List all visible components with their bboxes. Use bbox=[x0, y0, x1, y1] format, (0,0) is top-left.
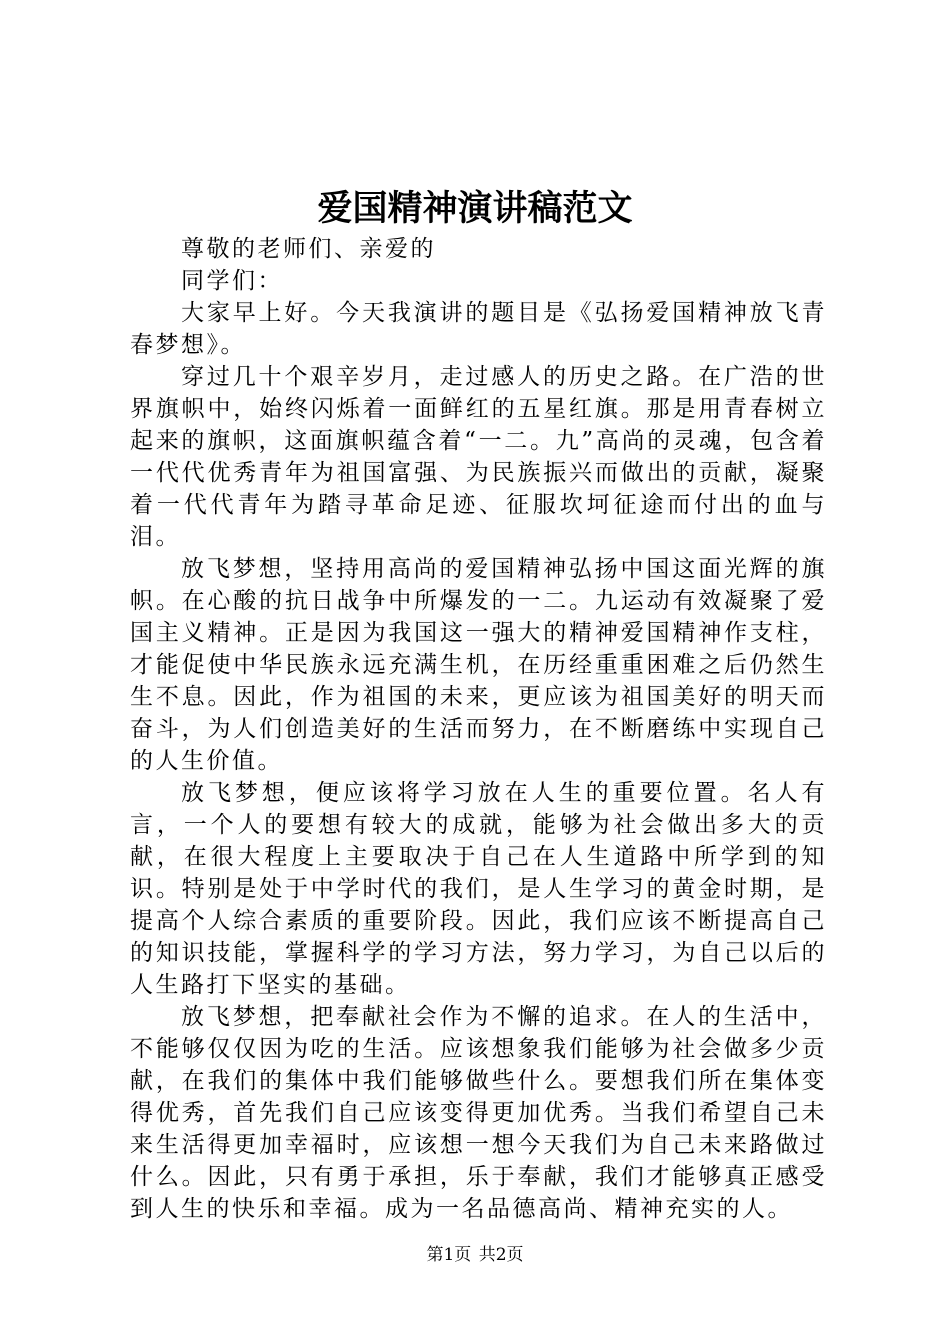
document-body bbox=[130, 233, 827, 1225]
page-total: 共2页 bbox=[478, 1245, 524, 1265]
paragraph: 放飞梦想，把奉献社会作为不懈的追求。在人的生活中，不能够仅仅因为吃的生活。应该想象我们能够为社会做多少贡献，在我们的集体中我们能够做些什么。要想我们所在集体变得优秀，首先我们自己应该变得更加优秀。当我们希望自己未来生活得更加幸福时，应该想一想今天我们为自己未来路做过什么。因此，只有勇于承担，乐于奉献，我们才能够真正感受到人生的快乐和幸福。成为一名品德高尚、精神充实的人。 bbox=[130, 1004, 827, 1222]
paragraph: 放飞梦想，便应该将学习放在人生的重要位置。名人有言，一个人的要想有较大的成就，能够为社会做出多大的贡献，在很大程度上主要取决于自己在人生道路中所学到的知识。特别是处于中学时代的我们，是人生学习的黄金时期，是提高个人综合素质的重要阶段。因此，我们应该不断提高自己的知识技能，掌握科学的学习方法，努力学习，为自己以后的人生路打下坚实的基础。 bbox=[130, 780, 827, 998]
paragraph: 放飞梦想，坚持用高尚的爱国精神弘扬中国这面光辉的旗帜。在心酸的抗日战争中所爆发的一二。九运动有效凝聚了爱国主义精神。正是因为我国这一强大的精神爱国精神作支柱，才能促使中华民族永远充满生机，在历经重重困难之后仍然生生不息。因此，作为祖国的未来，更应该为祖国美好的明天而奋斗，为人们创造美好的生活而努力，在不断磨练中实现自己的人生价值。 bbox=[130, 556, 827, 774]
page-footer bbox=[0, 1243, 950, 1267]
salutation-line-2: 同学们： bbox=[181, 268, 283, 294]
document-title: 爱国精神演讲稿范文 bbox=[317, 188, 633, 229]
salutation-line-1: 尊敬的老师们、亲爱的 bbox=[181, 236, 436, 262]
paragraph: 大家早上好。今天我演讲的题目是《弘扬爱国精神放飞青春梦想》。 bbox=[130, 300, 827, 358]
paragraph: 穿过几十个艰辛岁月，走过感人的历史之路。在广浩的世界旗帜中，始终闪烁着一面鲜红的五星红旗。那是用青春树立起来的旗帜，这面旗帜蕴含着“一二。九”高尚的灵魂，包含着一代代优秀青年为祖国富强、为民族振兴而做出的贡献，凝聚着一代代青年为踏寻革命足迹、征服坎坷征途而付出的血与泪。 bbox=[130, 364, 827, 550]
page-number: 第1页 bbox=[426, 1245, 472, 1265]
